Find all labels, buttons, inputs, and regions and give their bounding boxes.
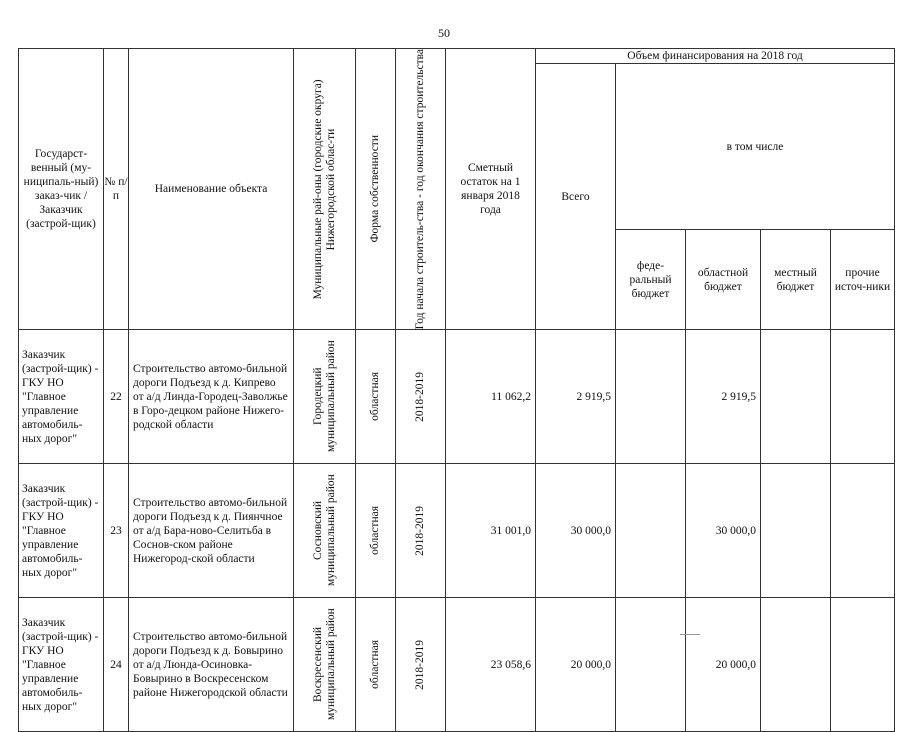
- regional-cell: 2 919,5: [686, 330, 761, 464]
- header-total: Всего: [536, 64, 616, 330]
- header-regional: областной бюджет: [686, 230, 761, 330]
- header-years: Год начала строитель-ства - год окончания строительства: [396, 49, 446, 330]
- customer-cell: Заказчик (застрой-щик) - ГКУ НО "Главное управление автомобиль-ных дорог": [19, 598, 104, 732]
- header-customer: Государст-венный (му-ниципаль-ный) заказ-чик / Заказчик (застрой-щик): [19, 49, 104, 330]
- federal-cell: [616, 598, 686, 732]
- years-cell: 2018-2019: [396, 598, 446, 732]
- scan-mark: [680, 634, 700, 635]
- table-row: [19, 330, 895, 464]
- local-cell: [761, 598, 831, 732]
- header-federal: феде-ральный бюджет: [616, 230, 686, 330]
- other-cell: [831, 330, 895, 464]
- ownership-cell: областная: [356, 330, 396, 464]
- number-cell: 22: [104, 330, 129, 464]
- object-name-cell: Строительство автомо-бильной дороги Подъезд к д. Бовырино от а/д Люнда-Осиновка-Бовырино в Воскресенском районе Нижегородской области: [129, 598, 294, 732]
- total-cell: 30 000,0: [536, 464, 616, 598]
- local-cell: [761, 464, 831, 598]
- federal-cell: [616, 464, 686, 598]
- other-cell: [831, 464, 895, 598]
- header-other: прочие источ-ники: [831, 230, 895, 330]
- ownership-cell: областная: [356, 598, 396, 732]
- ownership-cell: областная: [356, 464, 396, 598]
- table-row: [19, 598, 895, 732]
- header-funding-group: Объем финансирования на 2018 год: [536, 49, 895, 64]
- estimate-cell: 23 058,6: [446, 598, 536, 732]
- header-number: № п/п: [104, 49, 129, 330]
- district-cell: Городецкий муниципальный район: [294, 330, 356, 464]
- estimate-cell: 31 001,0: [446, 464, 536, 598]
- header-estimate: Сметный остаток на 1 января 2018 года: [446, 49, 536, 330]
- estimate-cell: 11 062,2: [446, 330, 536, 464]
- total-cell: 2 919,5: [536, 330, 616, 464]
- header-ownership: Форма собственности: [356, 49, 396, 330]
- total-cell: 20 000,0: [536, 598, 616, 732]
- customer-cell: Заказчик (застрой-щик) - ГКУ НО "Главное управление автомобиль-ных дорог": [19, 330, 104, 464]
- regional-cell: 20 000,0: [686, 598, 761, 732]
- table-row: [19, 464, 895, 598]
- local-cell: [761, 330, 831, 464]
- header-district: Муниципальные рай-оны (городские округа) Нижегородской облас-ти: [294, 49, 356, 330]
- number-cell: 24: [104, 598, 129, 732]
- other-cell: [831, 598, 895, 732]
- object-name-cell: Строительство автомо-бильной дороги Подъезд к д. Пиянчное от а/д Бара-ново-Селитьба в Соснов-ском районе Нижегород-ской области: [129, 464, 294, 598]
- customer-cell: Заказчик (застрой-щик) - ГКУ НО "Главное управление автомобиль-ных дорог": [19, 464, 104, 598]
- financing-table: [18, 48, 895, 732]
- regional-cell: 30 000,0: [686, 464, 761, 598]
- federal-cell: [616, 330, 686, 464]
- district-cell: Воскресенский муниципальный район: [294, 598, 356, 732]
- header-object-name: Наименование объекта: [129, 49, 294, 330]
- header-local: местный бюджет: [761, 230, 831, 330]
- years-cell: 2018-2019: [396, 330, 446, 464]
- district-cell: Сосновский муниципальный район: [294, 464, 356, 598]
- years-cell: 2018-2019: [396, 464, 446, 598]
- page-number: 50: [438, 26, 450, 40]
- header-including: в том числе: [616, 64, 895, 230]
- number-cell: 23: [104, 464, 129, 598]
- object-name-cell: Строительство автомо-бильной дороги Подъезд к д. Кипрево от а/д Линда-Городец-Заволжье в Горо-децком районе Нижего-родской области: [129, 330, 294, 464]
